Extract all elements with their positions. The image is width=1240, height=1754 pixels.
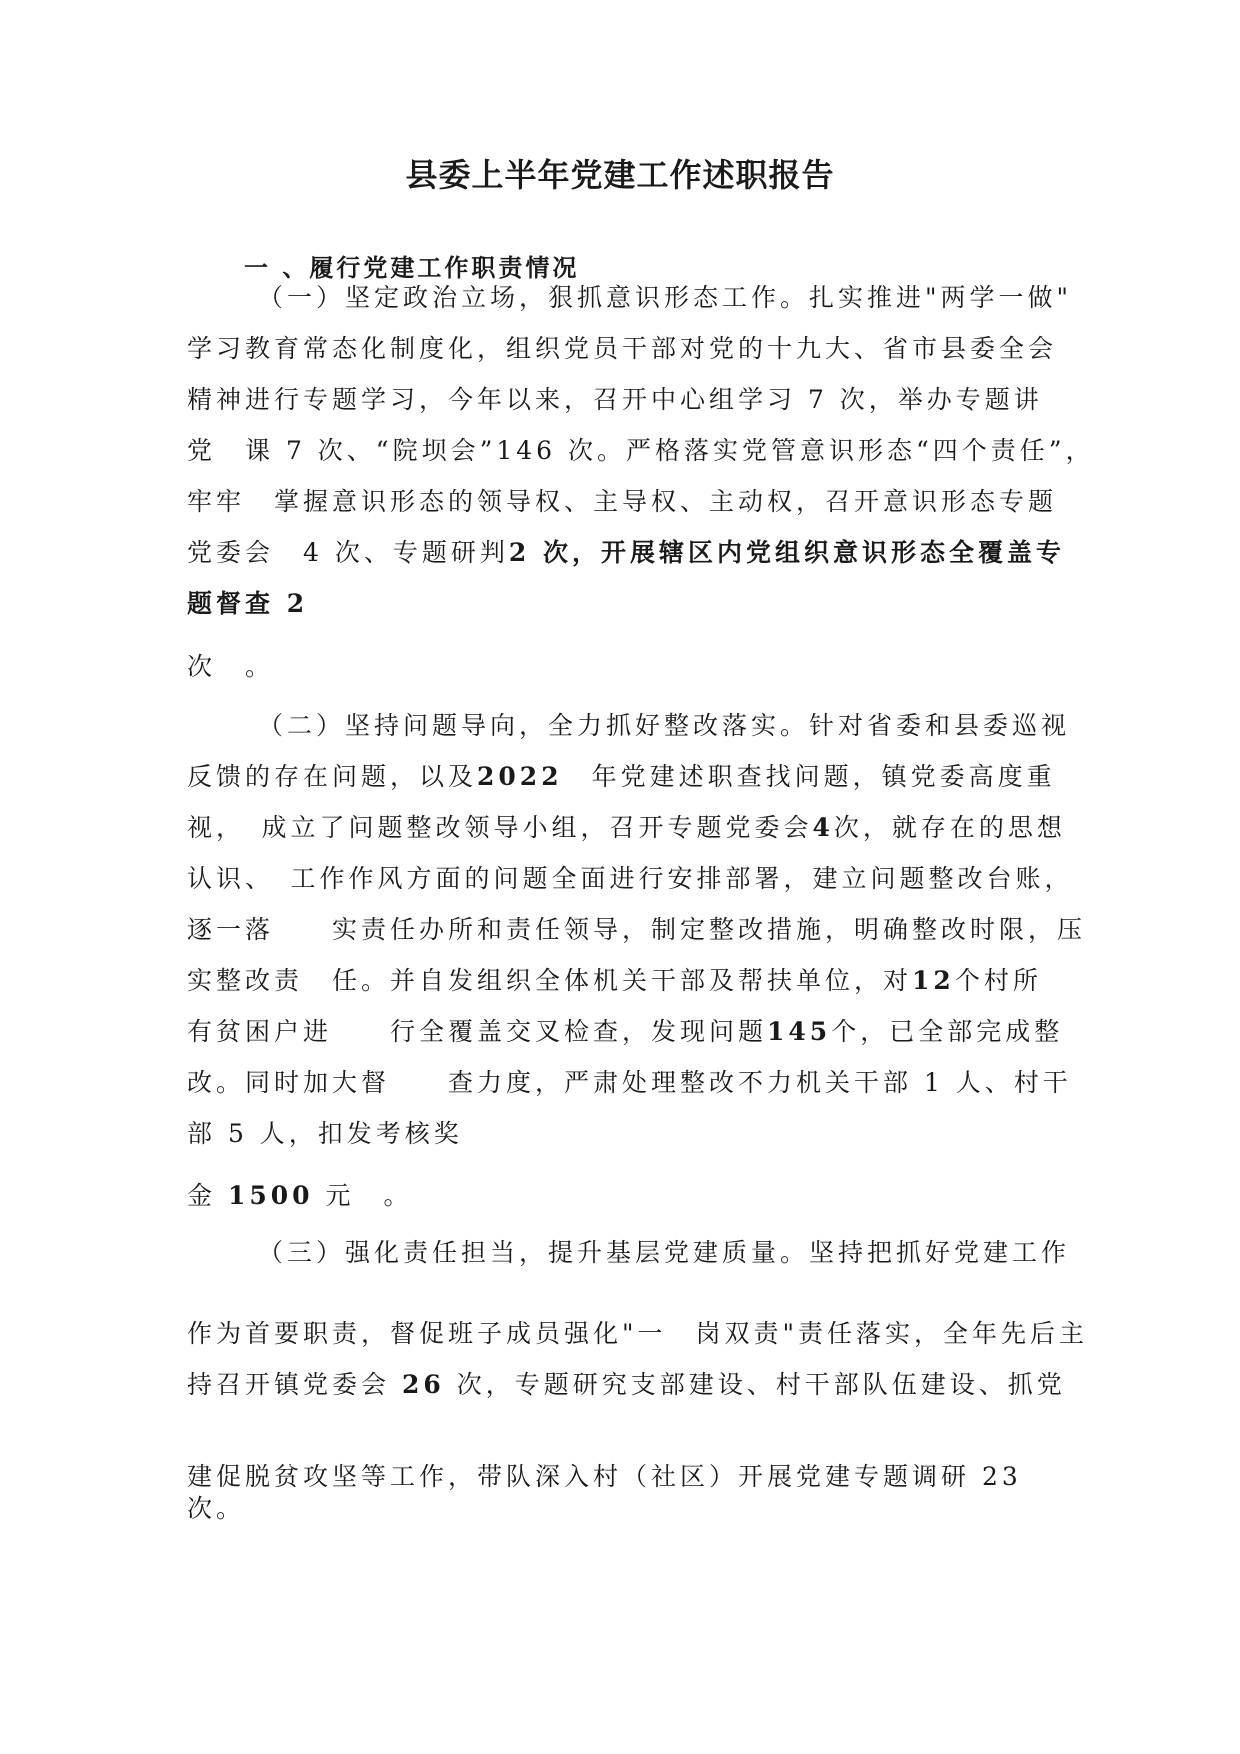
document-title: 县委上半年党建工作述职报告 [405, 156, 835, 194]
para2-line2-year: 2022 [477, 762, 563, 791]
para3-line5: 次。 [187, 1494, 246, 1523]
para1-line8: 次 。 [187, 652, 275, 681]
para1-line7-bold: 题督查 2 [187, 589, 309, 618]
para1-line2: 学习教育常态化制度化，组织党员干部对党的十九大、省市县委全会 [187, 334, 1058, 363]
para2-line7-num: 145 [767, 1017, 832, 1046]
para1-line4: 党 课 7 次、“院坝会”146 次。严格落实党管意识形态“四个责任”， [187, 436, 1095, 465]
para2-line5: 逐一落 实责任办所和责任领导，制定整改措施，明确整改时限，压 [187, 915, 1087, 944]
para2-line6-num: 12 [912, 966, 955, 995]
para2-line6-a: 实整改责 任。并自发组织全体机关干部及帮扶单位，对 [187, 966, 913, 995]
para1-line6 [187, 540, 1065, 565]
para1-line1: （一）坚定政治立场，狠抓意识形态工作。扎实推进"两学一做" [258, 283, 1073, 312]
para2-line6 [187, 968, 1042, 993]
para2-line3-num: 4 [812, 813, 834, 842]
para2-line2-c: 年党建述职查找问题，镇党委高度重 [562, 762, 1056, 791]
para3-line3-a: 持召开镇党委会 [187, 1370, 391, 1399]
para2-line7 [187, 1019, 1063, 1044]
para3-line3-c: 次，专题研究支部建设、村干部队伍建设、抓党 [456, 1370, 1066, 1399]
para2-line10-c: 元 。 [325, 1181, 413, 1210]
para3-line2: 作为首要职责，督促班子成员强化"一 岗双责"责任落实，全年先后主 [187, 1319, 1089, 1348]
para2-line6-c: 个村所 [954, 966, 1042, 995]
para1-line5: 牢牢 掌握意识形态的领导权、主导权、主动权，召开意识形态专题 [187, 487, 1058, 516]
para2-line2 [187, 764, 1056, 789]
para1-line6-text: 党委会 4 次、专题研判 [187, 538, 509, 567]
para3-line3-num: 26 [401, 1370, 445, 1399]
para2-line10 [187, 1183, 413, 1208]
para2-line1: （二）坚持问题导向，全力抓好整改落实。针对省委和县委巡视 [258, 711, 1071, 740]
para3-line3 [187, 1372, 1066, 1397]
para2-line2-a: 反馈的存在问题，以及 [187, 762, 478, 791]
para2-line3-c: 次，就存在的思想 [833, 813, 1066, 842]
para1-line7 [187, 591, 308, 616]
section-heading: 一 、履行党建工作职责情况 [244, 254, 580, 282]
para2-line4: 认识、 工作作风方面的问题全面进行安排部署，建立问题整改台账， [187, 864, 1074, 893]
para2-line10-a: 金 [187, 1181, 217, 1210]
para2-line3 [187, 815, 1066, 840]
para2-line3-a: 视， 成立了问题整改领导小组，召开专题党委会 [187, 813, 813, 842]
para3-line4: 建促脱贫攻坚等工作，带队深入村（社区）开展党建专题调研 23 [187, 1462, 1022, 1491]
para3-line1: （三）强化责任担当，提升基层党建质量。坚持把抓好党建工作 [258, 1238, 1071, 1267]
para2-line10-num: 1500 [227, 1181, 314, 1210]
para1-line6-bold: 2 次，开展辖区内党组织意识形态全覆盖专 [508, 538, 1065, 567]
para2-line8: 改。同时加大督 查力度，严肃处理整改不力机关干部 1 人、村干 [187, 1068, 1072, 1097]
para2-line7-c: 个，已全部完成整 [831, 1017, 1064, 1046]
para2-line7-a: 有贫困户进 行全覆盖交叉检查，发现问题 [187, 1017, 768, 1046]
para2-line9: 部 5 人，扣发考核奖 [187, 1119, 463, 1148]
para1-line3: 精神进行专题学习，今年以来，召开中心组学习 7 次，举办专题讲 [187, 385, 1043, 414]
